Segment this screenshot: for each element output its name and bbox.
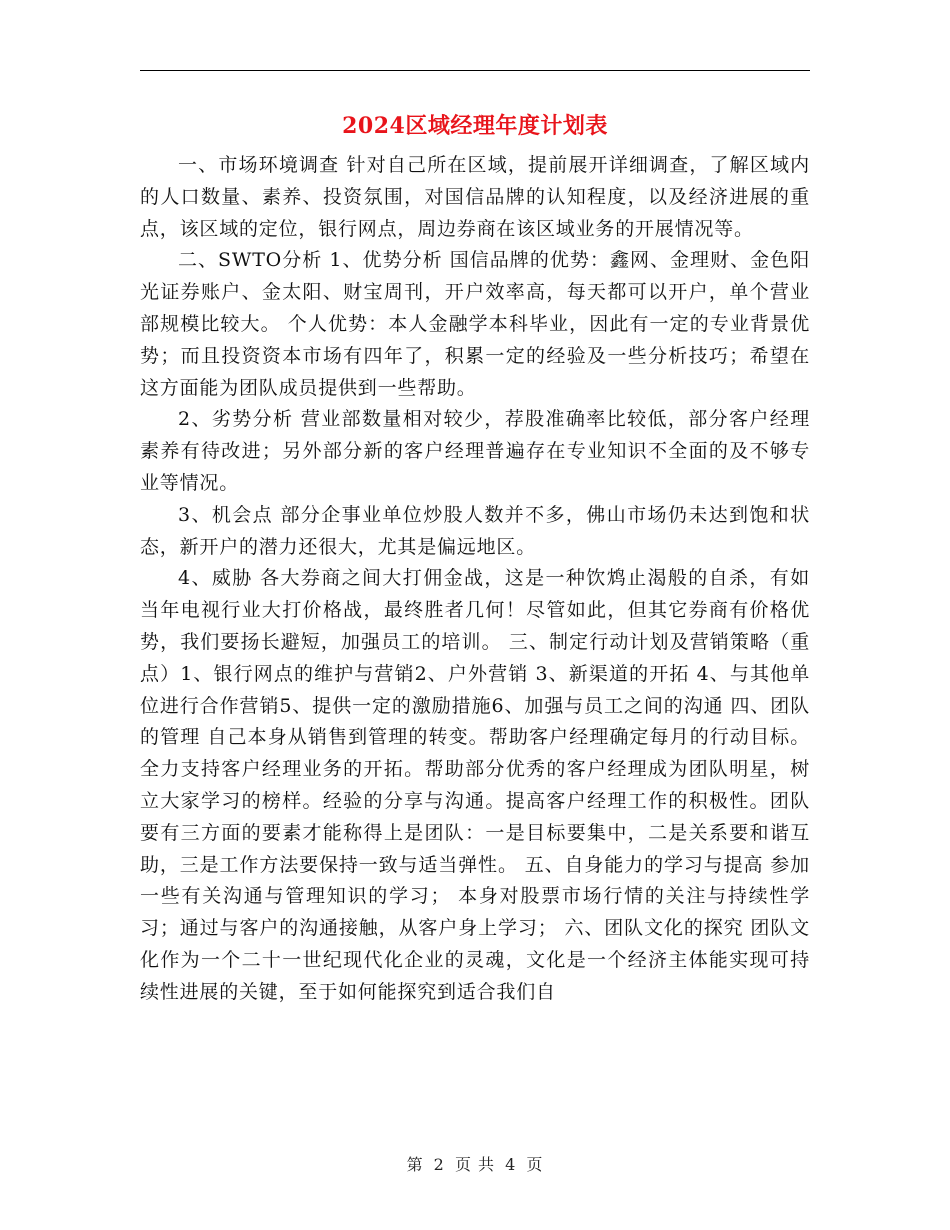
page-middle-text: 页 共 (454, 1155, 496, 1174)
page-prefix: 第 (406, 1155, 424, 1174)
document-title: 2024区域经理年度计划表 (342, 113, 608, 139)
paragraph-opportunities: 3、机会点 部分企事业单位炒股人数并不多，佛山市场仍未达到饱和状态，新开户的潜力还很大，尤其是偏远地区。 (140, 503, 810, 558)
page-number-footer (0, 1152, 950, 1175)
paragraph-market-survey: 一、市场环境调查 针对自己所在区域，提前展开详细调查，了解区域内的人口数量、素养、投资氛围，对国信品牌的认知程度，以及经济进展的重点，该区域的定位，银行网点，周边券商在该区域业务的开展情况等。 (140, 154, 810, 240)
header-rule (140, 70, 810, 71)
paragraph-weaknesses: 2、劣势分析 营业部数量相对较少，荐股准确率比较低，部分客户经理素养有待改进；另外部分新的客户经理普遍存在专业知识不全面的及不够专业等情况。 (140, 408, 810, 494)
page-suffix: 页 (526, 1155, 544, 1174)
current-page-number: 2 (433, 1155, 445, 1174)
total-pages-number: 4 (505, 1155, 517, 1174)
document-body (140, 150, 810, 1009)
paragraph-threats-and-plans: 4、威胁 各大券商之间大打佣金战，这是一种饮鸩止渴般的自杀，有如当年电视行业大打价格战，最终胜者几何！尽管如此，但其它券商有价格优势，我们要扬长避短，加强员工的培训。 三、制定行动计划及营销策略（重点）1、银行网点的维护与营销2、户外营销 3、新渠道的开拓 4、与其他单位进行合作营销5、提供一定的激励措施6、加强与员工之间的沟通 四、团队的管理 自己本身从销售到管理的转变。帮助客户经理确定每月的行动目标。全力支持客户经理业务的开拓。帮助部分优秀的客户经理成为团队明星，树立大家学习的榜样。经验的分享与沟通。提高客户经理工作的积极性。团队要有三方面的要素才能称得上是团队：一是目标要集中，二是关系要和谐互助，三是工作方法要保持一致与适当弹性。 五、自身能力的学习与提高 参加一些有关沟通与管理知识的学习； 本身对股票市场行情的关注与持续性学习；通过与客户的沟通接触，从客户身上学习； 六、团队文化的探究 团队文化作为一个二十一世纪现代化企业的灵魂，文化是一个经济主体能实现可持续性进展的关键，至于如何能探究到适合我们自 (140, 567, 810, 1003)
paragraph-swot-strengths: 二、SWTO分析 1、优势分析 国信品牌的优势：鑫网、金理财、金色阳光证券账户、金太阳、财宝周刊，开户效率高，每天都可以开户，单个营业部规模比较大。 个人优势：本人金融学本科毕业，因此有一定的专业背景优势；而且投资资本市场有四年了，积累一定的经验及一些分析技巧；希望在这方面能为团队成员提供到一些帮助。 (140, 249, 810, 399)
